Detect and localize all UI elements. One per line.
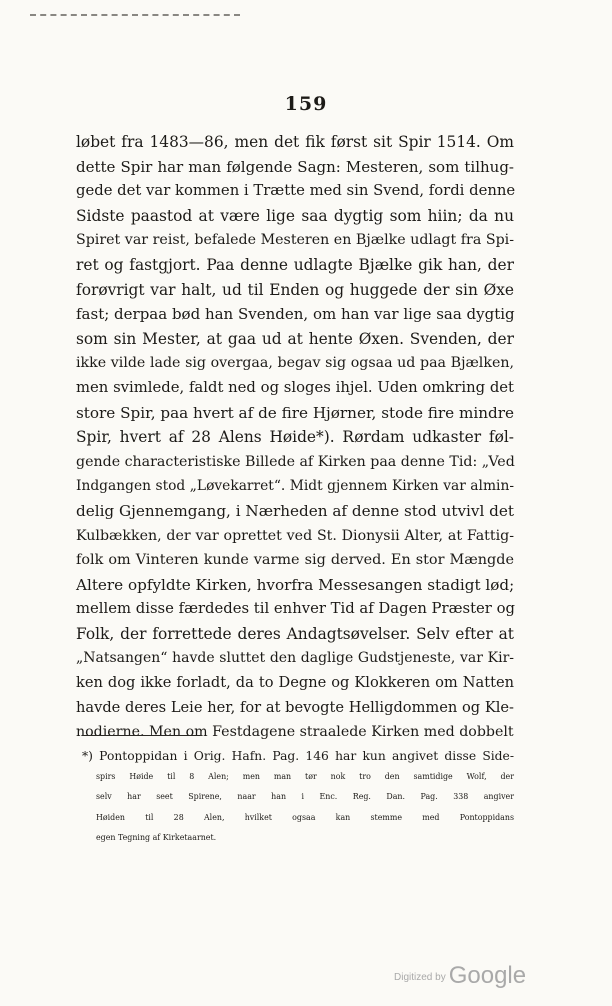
- text-line: havde deres Leie her, for at bevogte Helligdommen og Kle-: [76, 698, 514, 716]
- footnote-line: Høiden til 28 Alen, hvilket ogsaa kan stemme med Pontoppidans: [96, 812, 514, 822]
- footnote-rule: [82, 735, 200, 736]
- text-line: delig Gjennemgang, i Nærheden af denne stod utvivl det: [76, 501, 514, 520]
- text-line: ikke vilde lade sig overgaa, begav sig ogsaa ud paa Bjælken,: [76, 355, 514, 372]
- text-line: men svimlede, faldt ned og sloges ihjel. Uden omkring det: [76, 378, 514, 396]
- watermark-prefix: Digitized by: [394, 972, 446, 983]
- page-number: 159: [284, 93, 328, 115]
- footnote: [82, 746, 514, 849]
- footnote-line: egen Tegning af Kirketaarnet.: [96, 833, 217, 842]
- header-rule: [30, 14, 240, 16]
- text-line: Spiret var reist, befalede Mesteren en Bjælke udlagt fra Spi-: [76, 232, 514, 249]
- text-line: Kulbækken, der var oprettet ved St. Dionysii Alter, at Fattig-: [76, 527, 514, 544]
- text-line: Indgangen stod „Løvekarret“. Midt gjennem Kirken var almin-: [76, 478, 514, 495]
- text-line: ret og fastgjort. Paa denne udlagte Bjælke gik han, der: [76, 255, 514, 274]
- text-line: Folk, der forrettede deres Andagtsøvelser. Selv efter at: [76, 624, 514, 643]
- text-line: Sidste paastod at være lige saa dygtig som hiin; da nu: [76, 206, 514, 225]
- text-line: som sin Mester, at gaa ud at hente Øxen. Svenden, der: [76, 329, 514, 348]
- text-line: løbet fra 1483—86, men det fik først sit Spir 1514. Om: [76, 133, 514, 151]
- footnote-line: selv har seet Spirene, naar han i Enc. Reg. Dan. Pag. 338 angiver: [96, 792, 514, 801]
- text-line: folk om Vinteren kunde varme sig derved. En stor Mængde: [76, 552, 514, 569]
- text-line: Altere opfyldte Kirken, hvorfra Messesangen stadigt lød;: [76, 575, 515, 594]
- text-line: „Natsangen“ havde sluttet den daglige Gudstjeneste, var Kir-: [76, 650, 514, 667]
- digitized-watermark: [394, 962, 526, 990]
- text-line: fast; derpaa bød han Svenden, om han var lige saa dygtig: [76, 305, 515, 324]
- footnote-line: *) Pontoppidan i Orig. Hafn. Pag. 146 har kun angivet disse Side-: [82, 749, 514, 763]
- text-line: dette Spir har man følgende Sagn: Mesteren, som tilhug-: [76, 157, 514, 176]
- text-line: gende characteristiske Billede af Kirken paa denne Tid: „Ved: [76, 453, 515, 470]
- text-line: Spir, hvert af 28 Alens Høide*). Rørdam udkaster føl-: [76, 428, 514, 447]
- body-text: [76, 130, 514, 745]
- google-logo: Google: [448, 962, 527, 989]
- text-line: gede det var kommen i Trætte med sin Svend, fordi denne: [76, 182, 516, 200]
- text-line: ken dog ikke forladt, da to Degne og Klokkeren om Natten: [76, 674, 514, 692]
- text-line: mellem disse færdedes til enhver Tid af Dagen Præster og: [76, 600, 515, 618]
- text-line: store Spir, paa hvert af de fire Hjørner, stode fire mindre: [76, 403, 514, 422]
- text-line: nodierne. Men om Festdagene straalede Kirken med dobbelt: [76, 724, 514, 741]
- footnote-line: spirs Høide til 8 Alen; men man tør nok tro den samtidige Wolf, der: [96, 771, 514, 781]
- text-line: forøvrigt var halt, ud til Enden og huggede der sin Øxe: [76, 280, 514, 299]
